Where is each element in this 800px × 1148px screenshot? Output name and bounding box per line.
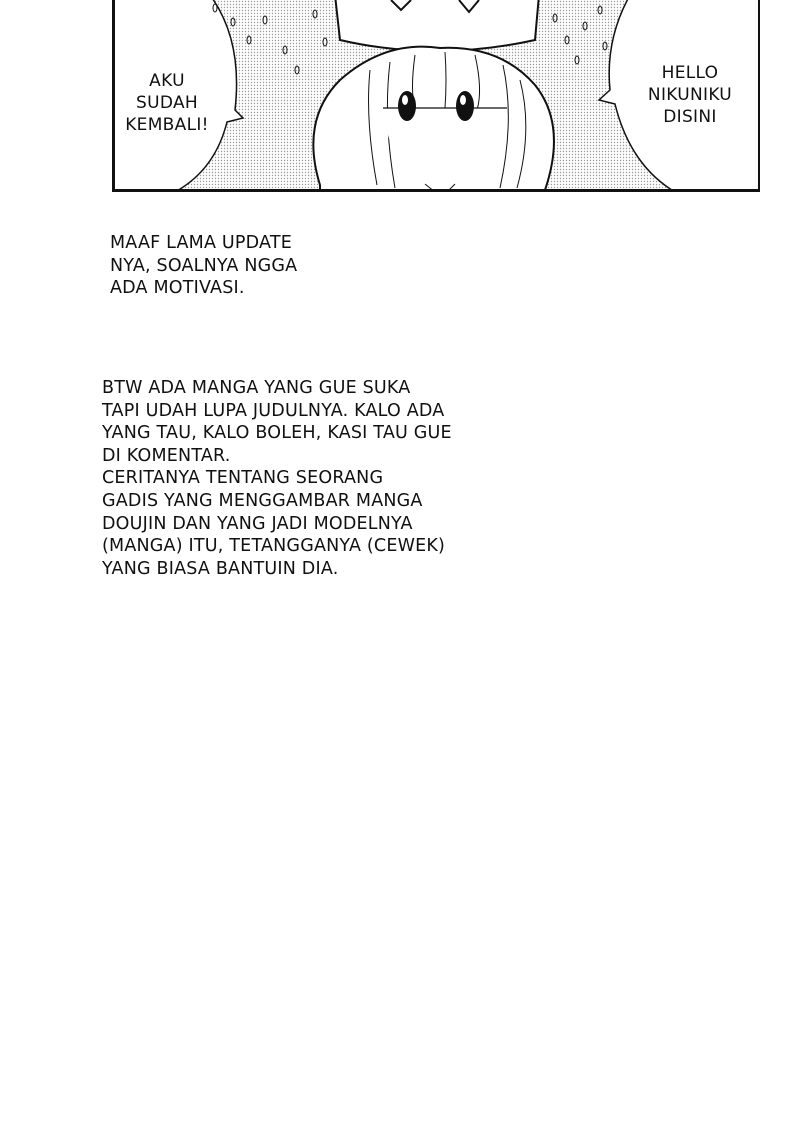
note-line: YANG TAU, KALO BOLEH, KASI TAU GUE: [102, 423, 452, 444]
manga-panel: [112, 0, 760, 192]
note-line: CERITANYA TENTANG SEORANG: [102, 468, 384, 489]
bubble-line: KEMBALI!: [125, 115, 209, 135]
bubble-line: SUDAH: [136, 93, 198, 113]
note-line: NYA, SOALNYA NGGA: [110, 255, 298, 276]
note-line: GADIS YANG MENGGAMBAR MANGA: [102, 490, 423, 511]
bubble-line: AKU: [149, 71, 185, 91]
note-line: TAPI UDAH LUPA JUDULNYA. KALO ADA: [102, 400, 445, 421]
apology-note: [110, 232, 297, 300]
manga-request-note: [102, 377, 452, 580]
note-line: BTW ADA MANGA YANG GUE SUKA: [102, 378, 411, 398]
bubble-line: DISINI: [663, 107, 717, 127]
note-line: DOUJIN DAN YANG JADI MODELNYA: [102, 513, 413, 534]
note-line: (MANGA) ITU, TETANGGANYA (CEWEK): [102, 536, 446, 557]
note-line: DI KOMENTAR.: [102, 445, 231, 466]
bubble-line: NIKUNIKU: [647, 85, 733, 105]
note-line: MAAF LAMA UPDATE: [110, 233, 293, 253]
speech-bubble-left-text: [117, 70, 217, 136]
speech-bubble-right-text: [624, 62, 756, 128]
note-line: ADA MOTIVASI.: [110, 278, 245, 299]
note-line: YANG BIASA BANTUIN DIA.: [102, 558, 339, 579]
bubble-line: HELLO: [661, 63, 719, 83]
